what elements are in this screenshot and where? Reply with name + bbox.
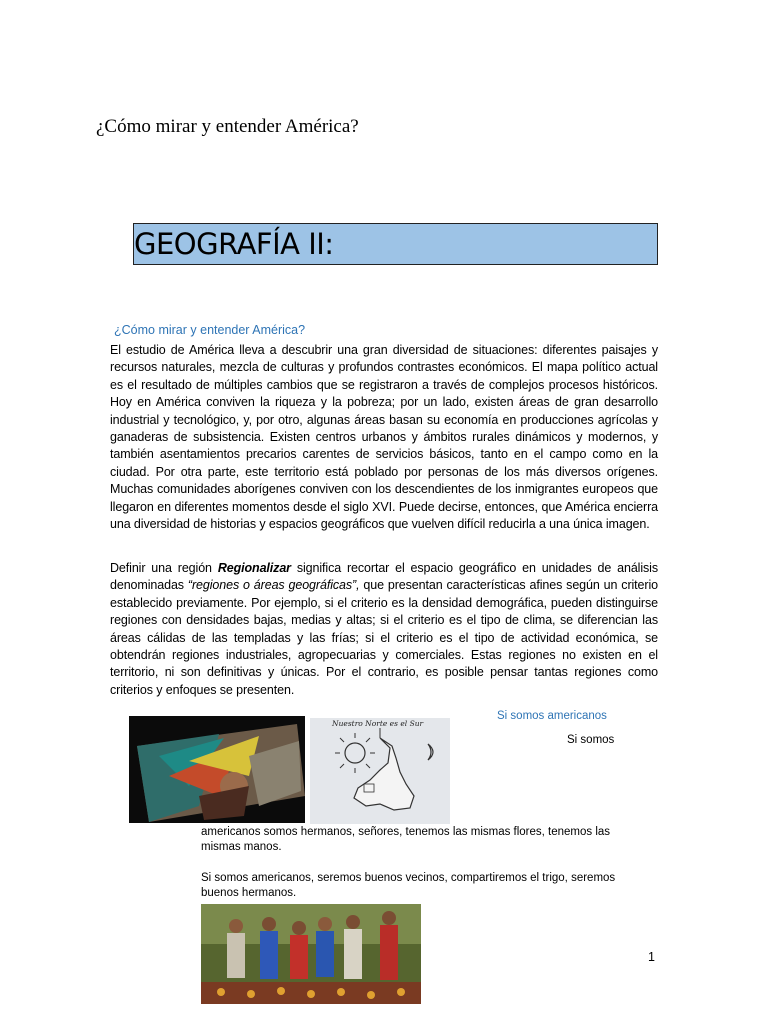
document-top-title: ¿Cómo mirar y entender América? [96,116,359,137]
poem-line-2: americanos somos hermanos, señores, tenemos las mismas flores, tenemos las mismas manos. [201,826,611,853]
regiones-quote: “regiones o áreas geográficas”, [187,578,360,593]
inverted-map-illustration [310,718,450,824]
women-group-illustration [201,904,421,1004]
inverted-map-drawing [310,718,450,824]
paragraph-regionalizar-part2: significa recortar el espacio geográfico en unidades de análisis denominadas [110,561,659,593]
poem-line-3: Si somos americanos, seremos buenos vecinos, compartiremos el trigo, seremos buenos hermanos. [201,872,616,899]
paragraph-regionalizar-part1: Definir una región [110,561,218,575]
regionalizar-term: Regionalizar [217,561,291,575]
map-caption: Nuestro Norte es el Sur [332,719,424,728]
poem-title: Si somos americanos [497,710,607,722]
dancer-photo-illustration [129,716,305,823]
banner-title: GEOGRAFÍA II: [134,227,334,261]
paragraph-intro: El estudio de América lleva a descubrir una gran diversidad de situaciones: diferentes paisajes y recursos naturales, mezcla de culturas y profundos contrastes económicos. El mapa político actual es el resultado de múltiples cambios que se registraron a través de complejos procesos históricos. Hoy en América conviven la riqueza y la pobreza; por un lado, existen áreas de gran desarrollo industrial y tecnológico, y, por otro, algunas áreas basan su economía en producciones agrícolas y ganaderas de subsistencia. Existen centros urbanos y ámbitos rurales dinámicos y modernos, y también asentamientos precarios carentes de servicios básicos, tanto en el campo como en la ciudad. Por otra parte, este territorio está poblado por personas de los más diversos orígenes. Muchas comunidades aborígenes conviven con los descendientes de los inmigrantes europeos que llegaron en diferentes momentos desde el siglo XVI. Puede decirse, entonces, que América encierra una diversidad de historias y espacios geográficos que vuelven difícil reducirla a una única imagen. [110,343,658,532]
poem-line-start: Si somos [567,734,615,746]
banner-title-box [133,223,658,265]
section-heading: ¿Cómo mirar y entender América? [114,323,306,337]
women-group-photo [201,904,421,1004]
page-number: 1 [648,950,655,964]
paragraph-regionalizar [110,560,658,699]
paragraph-regionalizar-part3: que presentan características afines según un criterio establecido previamente. Por ejemplo, si el criterio es la densidad demográfica, pueden distinguirse regiones con densidades bajas, medias y altas; si el criterio es el tipo de clima, se diferencian las áreas cálidas de las templadas y las frías; si el criterio es el tipo de actividad económica, se obtendrán regiones industriales, agropecuarias y comerciales. Estas regiones no existen en el territorio, ni son definitivas y únicas. Por el contrario, es posible pensar tantas regiones como criterios y enfoques se presenten. [110,578,659,697]
dancer-photo [129,716,305,823]
